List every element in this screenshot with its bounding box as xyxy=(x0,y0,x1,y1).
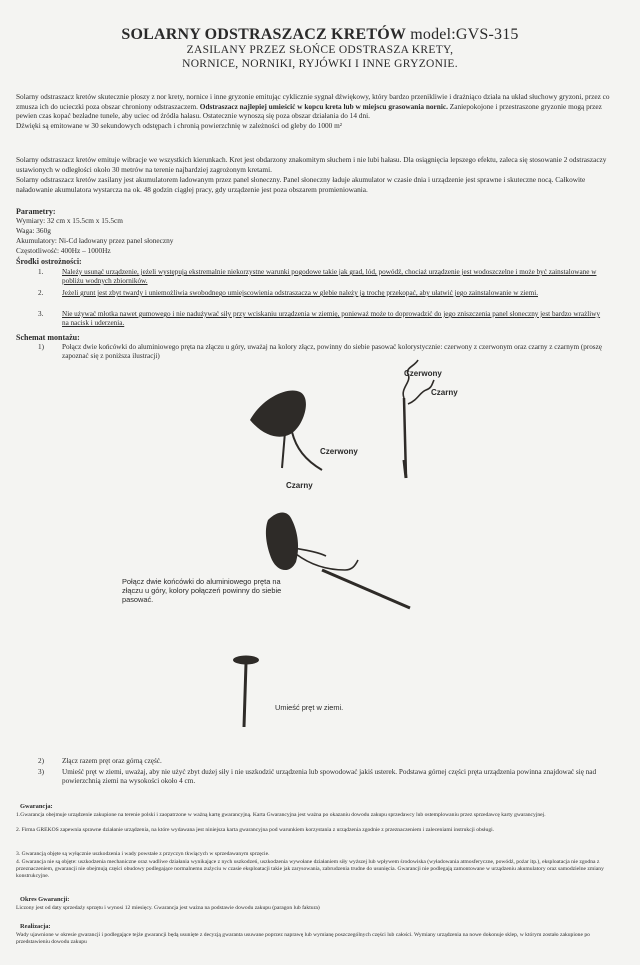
step-number: 1) xyxy=(38,343,44,351)
realization-text: Wady ujawnione w okresie gwarancji i podlegające tejże gwarancji będą usunięte z decyzją gwaranta usuwane poprzez naprawę lub wymianę poszczególnych części lub całości. Wymiany urządzenia na nowe dokonuje sklep, w którym zostało zakupione po przedstawieniu dowodu zakupu xyxy=(16,932,590,946)
warranty-period-heading: Okres Gwarancji: xyxy=(20,896,70,903)
label-czerwony-mid: Czerwony xyxy=(320,447,358,456)
step-number: 2) xyxy=(38,757,44,765)
item-number: 2. xyxy=(38,289,44,297)
param-line-4: Częstotliwość: 400Hz – 1000Hz xyxy=(16,246,111,255)
note-connect: Połącz dwie końcówki do aluminiowego pręta na złączu u góry, kolory połączeń powinny do siebie pasować. xyxy=(122,577,282,604)
solar-head-illustration xyxy=(250,390,322,470)
assembly-step-2 xyxy=(40,757,605,766)
params-heading: Parametry: xyxy=(16,207,56,216)
subtitle-line-2: NORNICE, NORNIKI, RYJÓWKI I INNE GRYZONIE. xyxy=(182,58,458,70)
item-text: Nie używać młotka nawet gumowego i nie nadużywać siły przy wciskaniu urządzenia w ziemię, ponieważ może to doprowadzić do jego zniszczenia panel słoneczny jest bardzo wrażliwy na nacisk i uderzenia. xyxy=(62,310,601,327)
step-text: Umieść pręt w ziemi, uważaj, aby nie użyć zbyt dużej siły i nie uszkodzić urządzenia lub spowodować jakiś usterek. Podstawa górnej części pręta urządzenia powinna znajdować się nad powierzchnią ziemi na wysokości około 4 cm. xyxy=(62,768,597,785)
warranty-item-3: 3. Gwarancją objęte są wyłącznie uszkodzenia i wady powstałe z przyczyn tkwiących w sprzedawanym sprzęcie. xyxy=(16,851,270,857)
intro-paragraph-2: Solarny odstraszacz kretów emituje wibracje we wszystkich kierunkach. Kret jest obdarzony znakomitym słuchem i nie lubi hałasu. Dla osiągnięcia lepszego efektu, zaleca się stosowanie 2 odstraszaczy ustawionych w odległości około 30 metrów na terenie najbardziej zagrożonym kretami. xyxy=(16,155,607,174)
step-text: Połącz dwie końcówki do aluminiowego pręta na złączu u góry, uważaj na kolory złącz, powinny do siebie pasować kolorystycznie: czerwony z czerwonym oraz czarny z czarnym (proszę zapoznać się z poniższa ilustracji) xyxy=(62,343,602,360)
note-ground: Umieść pręt w ziemi. xyxy=(275,703,344,712)
item-text: Jeżeli grunt jest zbyt twardy i uniemożliwia swobodnego umiejscowienia odstraszacza w glebie należy ją trochę przekopać, aby ułatwić jego zainstalowanie w ziemi. xyxy=(62,289,538,297)
title-model: model:GVS-315 xyxy=(406,26,519,43)
param-line-1: Wymiary: 32 cm x 15.5cm x 15.5cm xyxy=(16,216,123,225)
assembly-step-3 xyxy=(40,768,605,786)
param-line-2: Waga: 360g xyxy=(16,226,51,235)
intro-text-b: Zaniepokojone i przestraszone gryzonie mogą przez pewien czas kopać bezładne tunele, aby uciec od źródła hałasu. Ostatecznie wynoszą się poza obszar działania do 14 dni. xyxy=(16,101,602,121)
item-number: 3. xyxy=(38,310,44,318)
warranty-item-4: 4. Gwarancja nie są objęte: uszkodzenia mechaniczne oraz wadliwe działania wynikające z nych uszkodzeń, uszkodzenia wywołane działaniem siły wyższej lub wpływem środowiska (wyładowania atmosferyczne, powódź, pożar itp.), eksploatacja nie zgodna z przeznaczeniem, gwarancji nie obejmują części obudowy podlegające normalnemu zużyciu w czasie eksploatacji takie jak zarysowania, zabrudzenia trudne do usunięcia. Gwarancji nie podlegają zamontowane w urządzeniu akumulatory oraz samodzielne zmiany konstrukcyjne. xyxy=(16,859,604,880)
assembly-heading: Schemat montażu: xyxy=(16,333,80,342)
intro-text-c: Dźwięki są emitowane w 30 sekundowych odstępach i chronią powierzchnię w zależności od gleby do 1000 m² xyxy=(16,120,342,130)
warranty-heading: Gwarancja: xyxy=(20,803,53,810)
param-line-3: Akumulatory: Ni-Cd ładowany przez panel słoneczny xyxy=(16,236,174,245)
intro-text-bold: Odstraszacz najlepiej umieścić w kopcu kreta lub w miejscu grasowania nornic. xyxy=(199,101,448,111)
title-main: SOLARNY ODSTRASZACZ KRETÓW xyxy=(121,26,407,43)
subtitle-line-1: ZASILANY PRZEZ SŁOŃCE ODSTRASZA KRETY, xyxy=(186,44,454,56)
realization-heading: Realizacja: xyxy=(20,923,51,930)
step-number: 3) xyxy=(38,768,44,776)
step-text: Złącz razem pręt oraz górną część. xyxy=(62,757,162,765)
label-czerwony-top: Czerwony xyxy=(404,369,442,378)
label-czarny-mid: Czarny xyxy=(286,481,313,490)
rod-in-ground-illustration xyxy=(233,656,259,728)
precautions-heading: Środki ostrożności: xyxy=(16,257,82,266)
warranty-item-2: 2. Firma GREKOS zapewnia sprawne działanie urządzenia, na które wydawana jest niniejsza karta gwarancyjna pod warunkiem korzystania z urządzenia zgodnie z przeznaczeniem i zaleceniami instrukcji obsługi. xyxy=(16,827,495,833)
intro-text-a: Solarny odstraszacz kretów skutecznie płoszy z nor krety, nornice i inne gryzonie emitując cyklicznie sygnał dźwiękowy, który bardzo przenikliwie i drażniąco działa na układ słuchowy gryzoni, przez co zmusza ich do ucieczki poza obszar chroniony odstraszaczem. xyxy=(16,92,610,111)
label-czarny-top: Czarny xyxy=(431,388,458,397)
warranty-item-1: 1.Gwarancja obejmuje urządzenie zakupione na terenie polski i zaopatrzone w ważną kartę gwarancyjną. Karta Gwarancyjna jest ważna po okazaniu dowodu zakupu sprzedawcy lub ostemplowaniu przez sprzedawcę karty gwarancyjnej. xyxy=(16,812,546,818)
warranty-period-text: Liczony jest od daty sprzedaży sprzętu i wynosi 12 miesięcy. Gwarancja jest ważna na podstawie dowodu zakupu (paragon lub faktura) xyxy=(16,905,320,911)
item-text: Należy usunąć urządzenie, jeżeli występują ekstremalnie niekorzystne warunki pogodowe takie jak grad, lód, powódź, chociaż urządzenie jest wodoszczelne i może być zainstalowane w pobliżu wodnych zbiorników. xyxy=(62,268,597,285)
item-number: 1. xyxy=(38,268,44,276)
intro-paragraph-3: Solarny odstraszacz kretów zasilany jest akumulatorem ładowanym przez panel słoneczny. Panel słoneczny ładuje akumulator w czasie dnia i urządzenie jest sprawne i skuteczne nocą. Całkowite naładowanie akumulatora wystarcza na ok. 48 godzin ciągłej pracy, gdy urządzenie jest poza obszarem promieniowania. xyxy=(16,175,586,194)
